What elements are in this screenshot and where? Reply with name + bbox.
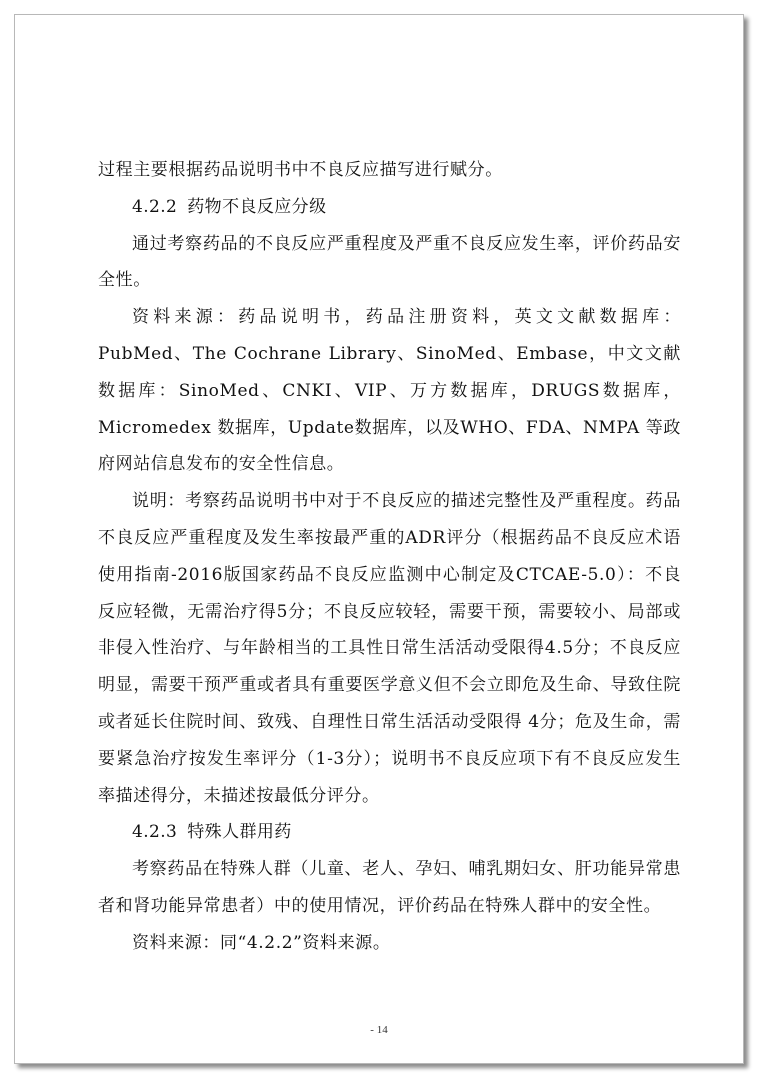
section-number: 4.2.3 [132, 822, 178, 843]
paragraph-continuation: 过程主要根据药品说明书中不良反应描写进行赋分。 [98, 160, 503, 180]
section-title: 特殊人群用药 [187, 822, 292, 843]
document-page [14, 14, 744, 1064]
section-number: 4.2.2 [132, 196, 178, 217]
section-title: 药物不良反应分级 [187, 196, 327, 217]
paragraph-purpose: 通过考察药品的不良反应严重程度及严重不良反应发生率，评价药品安全性。 [98, 233, 681, 291]
paragraph-explanation: 说明：考察药品说明书中对于不良反应的描述完整性及严重程度。药品不良反应严重程度及发生率按最严重的ADR评分（根据药品不良反应术语使用指南-2016版国家药品不良反应监测中心制定及CTCAE-5.0）：不良反应轻微，无需治疗得5分；不良反应较轻，需要干预，需要较小、局部或非侵入性治疗、与年龄相当的工具性日常生活活动受限得4.5分；不良反应明显，需要干预严重或者具有重要医学意义但不会立即危及生命、导致住院或者延长住院时间、致残、自理性日常生活活动受限得 4分；危及生命，需要紧急治疗按发生率评分（1-3分）；说明书不良反应项下有不良反应发生率描述得分，未描述按最低分评分。 [98, 491, 681, 806]
paragraph-sources: 资料来源：药品说明书，药品注册资料，英文文献数据库：PubMed、The Cochrane Library、SinoMed、Embase，中文文献数据库：SinoMed、CNKI、VIP、万方数据库，DRUGS数据库，Micromedex 数据库，Update数据库，以及WHO、FDA、NMPA 等政府网站信息发布的安全性信息。 [98, 307, 681, 475]
section-heading-4-2-2 [98, 189, 681, 226]
page-content [98, 152, 681, 962]
paragraph-sources-ref: 资料来源：同“4.2.2”资料来源。 [132, 932, 391, 953]
paragraph-special-populations: 考察药品在特殊人群（儿童、老人、孕妇、哺乳期妇女、肝功能异常患者和肾功能异常患者）中的使用情况，评价药品在特殊人群中的安全性。 [98, 859, 681, 916]
page-number: - 14 [370, 1024, 388, 1036]
section-heading-4-2-3 [98, 814, 681, 851]
